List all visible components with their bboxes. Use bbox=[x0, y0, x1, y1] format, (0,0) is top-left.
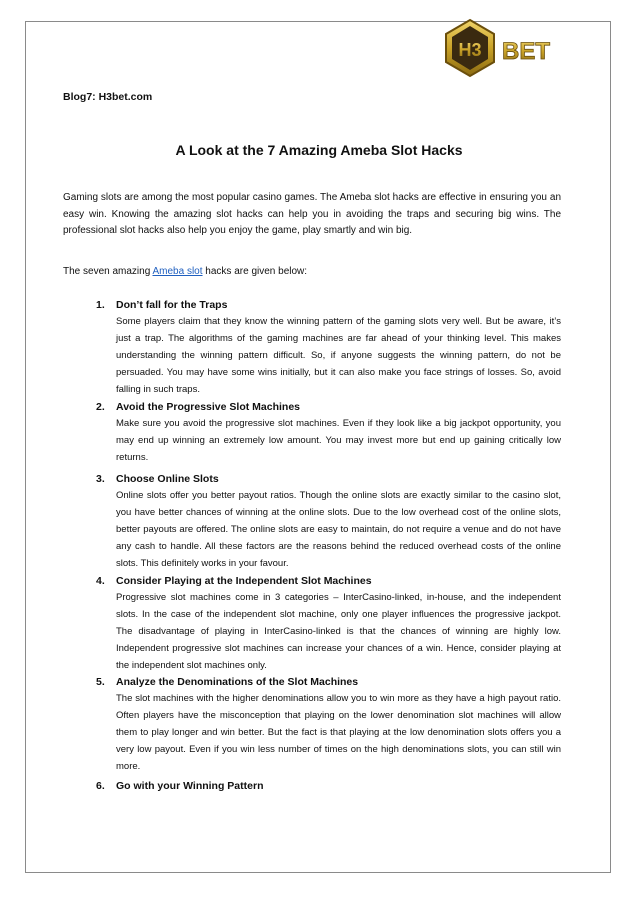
hack-title: Analyze the Denominations of the Slot Machines bbox=[116, 676, 359, 688]
hack-number: 1. bbox=[96, 299, 105, 311]
hack-item-5 bbox=[96, 675, 561, 775]
hack-body: Online slots offer you better payout ratios. Though the online slots are exactly similar to the casino slot, you have better chances of winning at the online slots. Due to the low overhead cost of the online slots, better payouts are offered. The online slots are easy to maintain, do not require a venue and do not have any cash to handle. All these factors are the reasons behind the reduced overhead costs of the online slots. This definitely works in your favour. bbox=[116, 490, 561, 569]
hack-title: Avoid the Progressive Slot Machines bbox=[116, 401, 300, 413]
svg-text:BET: BET bbox=[502, 38, 550, 65]
blog-label: Blog7: H3bet.com bbox=[63, 91, 153, 103]
hack-item-1 bbox=[96, 298, 561, 398]
lead-paragraph bbox=[63, 264, 561, 280]
hack-item-2 bbox=[96, 400, 561, 466]
hack-title: Go with your Winning Pattern bbox=[116, 780, 264, 792]
hack-heading bbox=[96, 574, 561, 588]
lead-text-after: hacks are given below: bbox=[202, 266, 308, 277]
hack-heading bbox=[96, 779, 561, 793]
hack-heading bbox=[96, 298, 561, 312]
svg-text:H3: H3 bbox=[458, 40, 482, 60]
hack-body: Progressive slot machines come in 3 categories – InterCasino-linked, in-house, and the independent slots. In the case of the independent slot machine, only one player influences the progressive jackpot. The disadvantage of playing in InterCasino-linked is that the chances of winning are highly low. Independent progressive slot machines can increase your chances of a win. Hence, consider playing at the independent slot machines only. bbox=[116, 592, 561, 671]
hack-body: The slot machines with the higher denominations allow you to win more as they have a high payout ratio. Often players have the misconception that playing on the lower denomination slot machines will allow them to play longer and win better. But the fact is that playing at the low denomination slots offers you a very low payout. Even if you win less number of times on the high denominations slots, you can still win more. bbox=[116, 693, 561, 772]
hack-number: 4. bbox=[96, 575, 105, 587]
hack-item-6 bbox=[96, 779, 561, 793]
article-title: A Look at the 7 Amazing Ameba Slot Hacks bbox=[175, 142, 463, 158]
hack-heading bbox=[96, 472, 561, 486]
hack-heading bbox=[96, 675, 561, 689]
hack-title: Consider Playing at the Independent Slot Machines bbox=[116, 575, 372, 587]
intro-paragraph: Gaming slots are among the most popular casino games. The Ameba slot hacks are effective in ensuring you an easy win. Knowing the amazing slot hacks can help you in avoiding the traps and securing big wins. The professional slot hacks also help you enjoy the game, play smartly and win big. bbox=[63, 192, 561, 236]
hack-number: 5. bbox=[96, 676, 105, 688]
hack-number: 3. bbox=[96, 473, 105, 485]
hack-title: Choose Online Slots bbox=[116, 473, 219, 485]
hack-title: Don’t fall for the Traps bbox=[116, 299, 228, 311]
hack-heading bbox=[96, 400, 561, 414]
hack-number: 6. bbox=[96, 780, 105, 792]
hack-number: 2. bbox=[96, 401, 105, 413]
ameba-slot-link[interactable]: Ameba slot bbox=[152, 266, 203, 277]
lead-text-before: The seven amazing bbox=[63, 266, 153, 277]
hack-body: Some players claim that they know the winning pattern of the gaming slots very well. But be aware, it’s just a trap. The algorithms of the gaming machines are far ahead of your thinking level. This makes understanding the winning pattern difficult. So, if anyone suggests the winning pattern, do not be persuaded. You may have some wins initially, but it can also make you face strings of losses. So, avoid falling in such traps. bbox=[116, 316, 561, 395]
hack-body: Make sure you avoid the progressive slot machines. Even if they look like a big jackpot opportunity, you may end up winning an extremely low amount. You may invest more but end up gaining critically low returns. bbox=[116, 418, 561, 463]
hack-item-4 bbox=[96, 574, 561, 674]
h3bet-logo bbox=[440, 16, 558, 84]
hack-item-3 bbox=[96, 472, 561, 572]
